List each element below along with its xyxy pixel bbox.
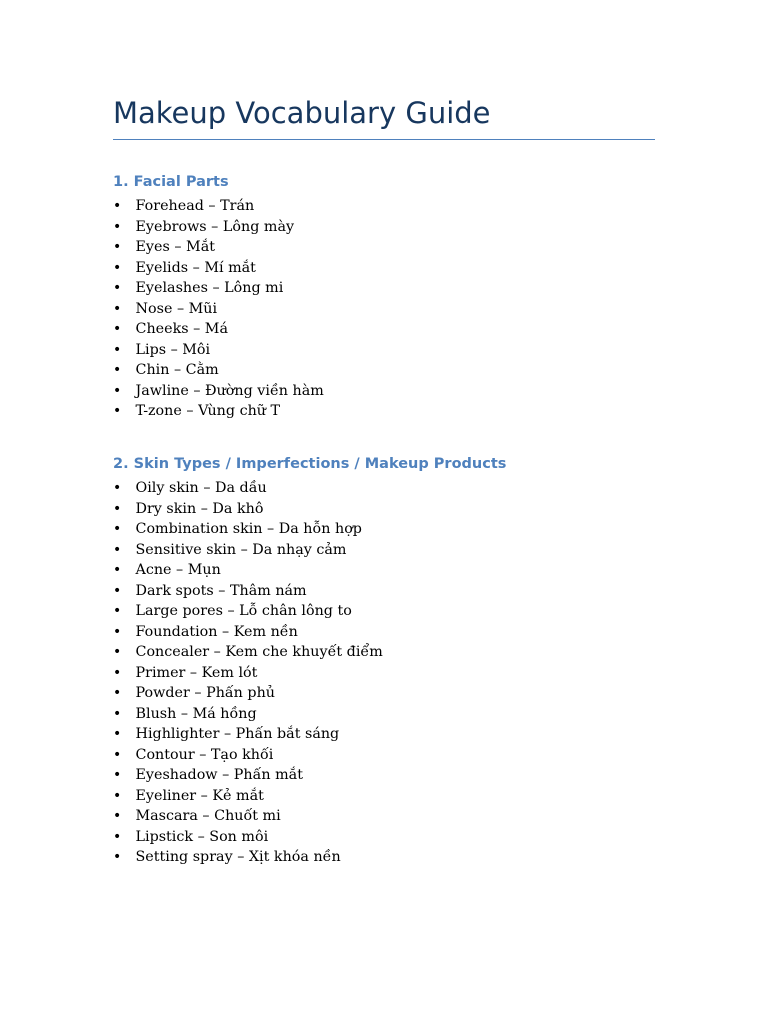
- vocab-entry-text: Large pores – Lỗ chân lông to: [135, 603, 352, 619]
- list-item: [113, 299, 324, 320]
- vocab-entry-text: Eyelids – Mí mắt: [135, 259, 256, 276]
- list-item: [113, 642, 383, 663]
- vocab-entry-text: Eyes – Mắt: [135, 239, 215, 255]
- list-item: [113, 217, 324, 238]
- vocab-entry-text: Cheeks – Má: [135, 321, 228, 337]
- vocab-entry-text: Acne – Mụn: [135, 562, 221, 578]
- list-item: [113, 745, 383, 766]
- list-item: [113, 499, 383, 520]
- list-item: [113, 786, 383, 807]
- list-item: [113, 360, 324, 381]
- vocab-entry-text: Dry skin – Da khô: [135, 500, 264, 517]
- list-item: [113, 827, 383, 848]
- vocab-entry-text: Foundation – Kem nền: [135, 623, 298, 640]
- list-item: [113, 806, 383, 827]
- bullet-icon: •: [113, 239, 122, 255]
- list-item: [113, 663, 383, 684]
- list-item: [113, 581, 383, 602]
- vocab-entry-text: Concealer – Kem che khuyết điểm: [135, 644, 383, 660]
- list-item: [113, 601, 383, 622]
- vocab-entry-text: Eyeshadow – Phấn mắt: [135, 767, 303, 783]
- vocab-entry-text: Highlighter – Phấn bắt sáng: [135, 726, 340, 742]
- list-item: [113, 847, 383, 868]
- bullet-icon: •: [113, 767, 122, 783]
- bullet-icon: •: [113, 603, 122, 619]
- bullet-icon: •: [113, 521, 122, 537]
- list-item: [113, 478, 383, 499]
- vocab-entry-text: Nose – Mũi: [135, 300, 218, 317]
- vocab-entry-text: Sensitive skin – Da nhạy cảm: [135, 541, 347, 558]
- list-item: [113, 724, 383, 745]
- bullet-icon: •: [113, 280, 122, 296]
- bullet-icon: •: [113, 500, 122, 517]
- bullet-icon: •: [113, 321, 122, 337]
- list-item: [113, 540, 383, 561]
- bullet-icon: •: [113, 644, 122, 660]
- list-item: [113, 704, 383, 725]
- list-item: [113, 196, 324, 217]
- bullet-icon: •: [113, 341, 122, 358]
- bullet-icon: •: [113, 808, 122, 824]
- skin-types-products-list: [113, 478, 383, 868]
- bullet-icon: •: [113, 198, 122, 214]
- bullet-icon: •: [113, 218, 122, 235]
- bullet-icon: •: [113, 849, 122, 865]
- vocab-entry-text: Combination skin – Da hỗn hợp: [135, 521, 362, 537]
- vocab-entry-text: Powder – Phấn phủ: [135, 685, 275, 701]
- bullet-icon: •: [113, 582, 122, 599]
- bullet-icon: •: [113, 403, 122, 419]
- list-item: [113, 622, 383, 643]
- vocab-entry-text: Oily skin – Da dầu: [135, 480, 267, 496]
- list-item: [113, 401, 324, 422]
- bullet-icon: •: [113, 746, 122, 763]
- bullet-icon: •: [113, 685, 122, 701]
- bullet-icon: •: [113, 562, 122, 578]
- list-item: [113, 237, 324, 258]
- bullet-icon: •: [113, 300, 122, 317]
- vocab-entry-text: Eyelashes – Lông mi: [135, 280, 284, 296]
- vocab-entry-text: Eyeliner – Kẻ mắt: [135, 787, 264, 804]
- document-title: Makeup Vocabulary Guide: [113, 96, 491, 130]
- bullet-icon: •: [113, 480, 122, 496]
- bullet-icon: •: [113, 259, 122, 276]
- title-underline: [113, 139, 655, 140]
- list-item: [113, 278, 324, 299]
- vocab-entry-text: Forehead – Trán: [135, 198, 255, 214]
- list-item: [113, 519, 383, 540]
- vocab-entry-text: Eyebrows – Lông mày: [135, 218, 295, 235]
- vocab-entry-text: Dark spots – Thâm nám: [135, 582, 307, 599]
- list-item: [113, 683, 383, 704]
- vocab-entry-text: Setting spray – Xịt khóa nền: [135, 849, 341, 865]
- list-item: [113, 319, 324, 340]
- vocab-entry-text: Primer – Kem lót: [135, 664, 258, 681]
- vocab-entry-text: Blush – Má hồng: [135, 705, 257, 722]
- list-item: [113, 765, 383, 786]
- bullet-icon: •: [113, 828, 122, 845]
- vocab-entry-text: Mascara – Chuốt mi: [135, 808, 281, 824]
- vocab-entry-text: T-zone – Vùng chữ T: [135, 403, 281, 419]
- bullet-icon: •: [113, 362, 122, 378]
- vocab-entry-text: Chin – Cằm: [135, 362, 219, 378]
- bullet-icon: •: [113, 541, 122, 558]
- list-item: [113, 381, 324, 402]
- list-item: [113, 560, 383, 581]
- list-item: [113, 258, 324, 279]
- vocab-entry-text: Lips – Môi: [135, 341, 211, 358]
- vocab-entry-text: Lipstick – Son môi: [135, 828, 269, 845]
- section-heading-facial-parts: 1. Facial Parts: [113, 174, 229, 190]
- bullet-icon: •: [113, 787, 122, 804]
- list-item: [113, 340, 324, 361]
- bullet-icon: •: [113, 664, 122, 681]
- bullet-icon: •: [113, 623, 122, 640]
- bullet-icon: •: [113, 726, 122, 742]
- bullet-icon: •: [113, 705, 122, 722]
- bullet-icon: •: [113, 382, 122, 399]
- vocab-entry-text: Jawline – Đường viền hàm: [135, 382, 324, 399]
- section-heading-skin-types-products: 2. Skin Types / Imperfections / Makeup Products: [113, 456, 507, 472]
- facial-parts-list: [113, 196, 324, 422]
- vocab-entry-text: Contour – Tạo khối: [135, 746, 274, 763]
